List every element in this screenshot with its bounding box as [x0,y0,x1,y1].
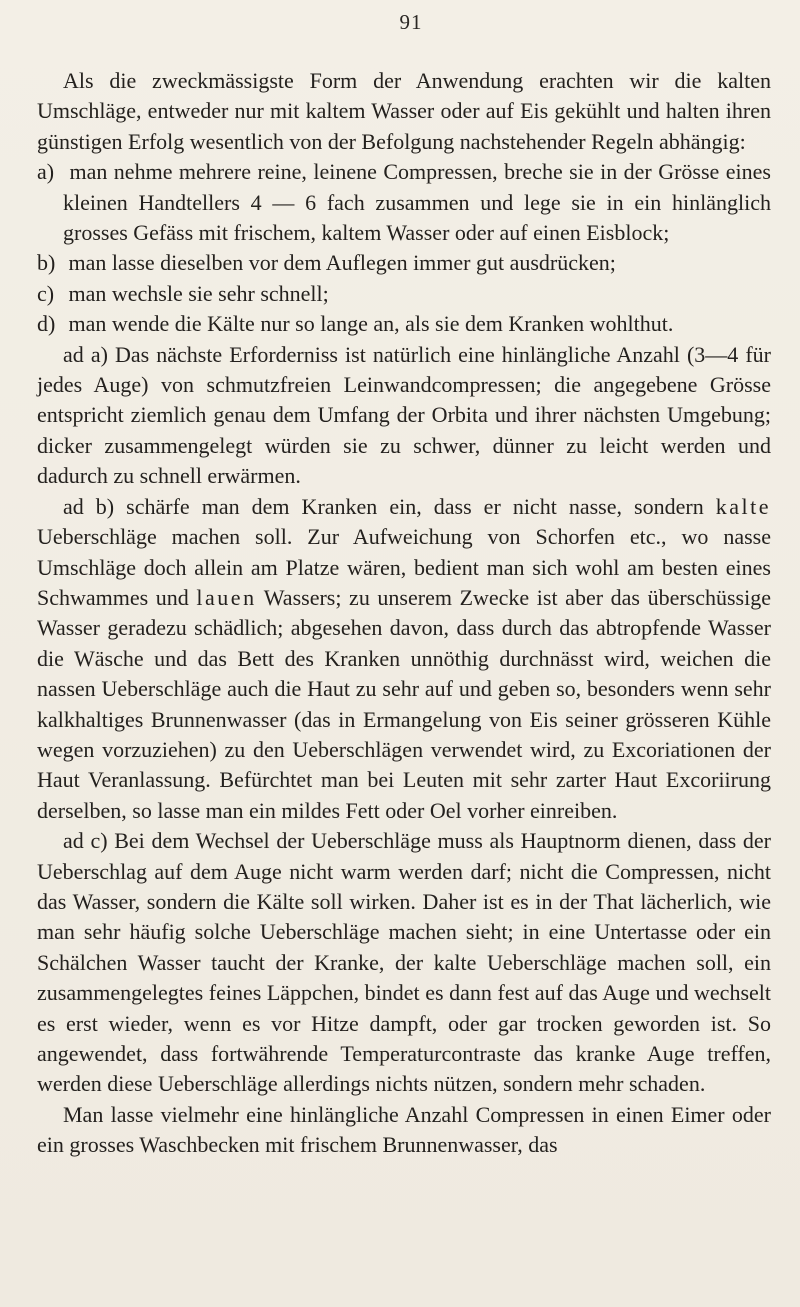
rule-item-c [37,279,771,309]
paragraph-closing: Man lasse vielmehr eine hinlängliche Anzahl Compressen in einen Eimer oder ein grosses Waschbecken mit frischem Brunnenwasser, das [37,1101,771,1158]
rule-label-d: d) [37,311,56,337]
paragraph-ad-b [37,492,771,826]
paragraph-ad-b-end: Wassers; zu unserem Zwecke ist aber das überschüssige Wasser geradezu schädlich; abgesehen davon, dass durch das abtropfende Wasser die Wäsche und das Bett des Kranken unnöthig durchnässt wird, weichen die nassen Ueberschläge auch die Haut zu sehr auf und geben so, besonders wenn sehr kalkhaltiges Brunnenwasser (das in Ermangelung von Eis seiner grösseren Kühle wegen vorzuziehen) zu den Ueberschlägen verwendet wird, zu Excoriationen der Haut Veranlassung. Befürchtet man bei Leuten mit sehr zarter Haut Excoriirung derselben, so lasse man ein mildes Fett oder Oel vorher einreiben. [37,584,771,823]
rule-label-a: a) [37,159,55,185]
emphasis-lauen: lauen [196,584,257,610]
rule-text-b: man lasse dieselben vor dem Auflegen immer gut ausdrücken; [68,250,616,276]
rule-label-c: c) [37,280,55,306]
rule-item-a [37,157,771,248]
paragraph-intro: Als die zweckmässigste Form der Anwendung erachten wir die kalten Umschläge, entweder nur mit kaltem Wasser oder auf Eis gekühlt und halten ihren günstigen Erfolg wesentlich von der Befolgung nachstehender Regeln abhängig: [37,68,771,154]
rule-text-d: man wende die Kälte nur so lange an, als sie dem Kranken wohlthut. [68,311,674,337]
paragraph-ad-a: ad a) Das nächste Erforderniss ist natürlich eine hinlängliche Anzahl (3—4 für jedes Auge) von schmutzfreien Leinwandcompressen; die angegebene Grösse entspricht ziemlich genau dem Umfang der Orbita und ihrer nächsten Umgebung; dicker zusammengelegt würden sie zu schwer, dünner zu leicht werden und dadurch zu schnell erwärmen. [37,341,771,489]
paragraph-ad-c: ad c) Bei dem Wechsel der Ueberschläge muss als Hauptnorm dienen, dass der Ueberschlag auf dem Auge nicht warm werden darf; nicht die Compressen, nicht das Wasser, sondern die Kälte soll wirken. Daher ist es in der That lächerlich, wie man sehr häufig solche Ueberschläge machen sieht; in eine Untertasse oder ein Schälchen Wasser taucht der Kranke, der kalte Ueberschläge machen soll, ein zusammengelegtes feines Läppchen, bindet es dann fest auf das Auge und wechselt es erst wieder, wenn es vor Hitze dampft, oder gar trocken geworden ist. So angewendet, dass fortwährende Temperaturcontraste das kranke Auge treffen, werden diese Ueberschläge allerdings nichts nützen, sondern mehr schaden. [37,828,771,1097]
rule-text-c: man wechsle sie sehr schnell; [68,280,329,306]
page-number: 91 [399,10,423,34]
body-text [37,66,771,1161]
rule-text-a: man nehme mehrere reine, leinene Compressen, breche sie in der Grösse eines kleinen Handtellers 4 — 6 fach zusammen und lege sie in ein hinlänglich grosses Gefäss mit frischem, kaltem Wasser oder auf einen Eisblock; [63,159,771,246]
rule-item-b [37,248,771,278]
paragraph-ad-b-start: ad b) schärfe man dem Kranken ein, dass er nicht nasse, sondern [63,493,704,519]
emphasis-kalte: kalte [715,493,772,519]
paragraph-ad-b-middle: Ueberschläge machen soll. Zur Aufweichung von Schorfen etc., wo nasse Umschläge doch allein am Platze wären, bedient man sich wohl am besten eines Schwammes und [37,524,771,610]
rule-label-b: b) [37,250,56,276]
rule-item-d [37,309,771,339]
